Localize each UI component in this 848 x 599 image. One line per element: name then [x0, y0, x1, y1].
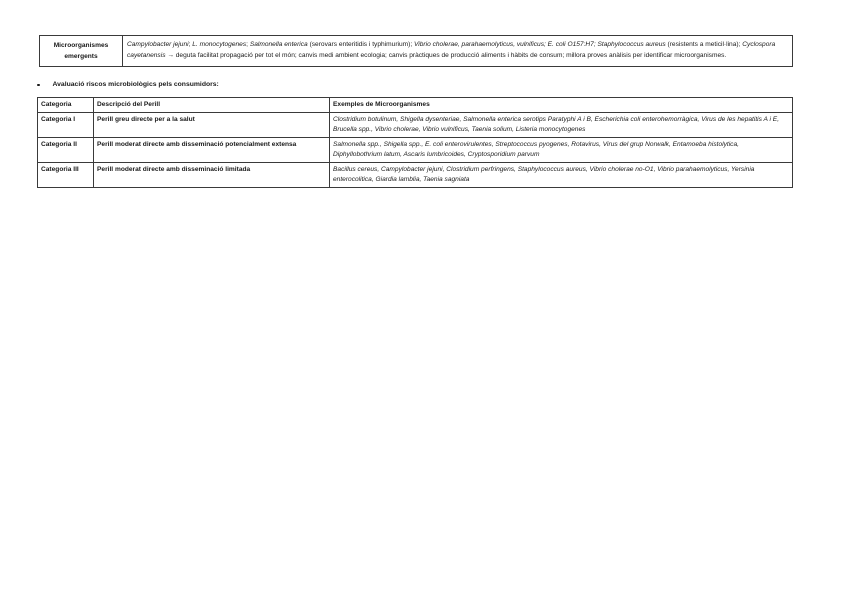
category-cell: Categoria I — [38, 113, 94, 138]
table-row — [40, 36, 793, 67]
examples-cell: Salmonella spp., Shigella spp., E. coli enterovirulentes, Streptococcus pyogenes, Rotavirus, Virus del grup Norwalk, Entamoeba histolytica, Diphyllobothrium latum, Ascaris lumbricoides, Cryptosporidium parvum — [330, 138, 793, 163]
text-segment: Vibrio cholerae, parahaemolyticus, vulnificus; E. coli O157:H7; Staphylococcus aureus — [414, 41, 666, 48]
text-segment: ; — [188, 41, 193, 48]
text-segment: (resistents a meticil·lina); — [665, 41, 743, 48]
examples-cell: Bacillus cereus, Campylobacter jejuni, Clostridium perfringens, Staphylococcus aureus, Vibrio cholerae no-O1, Vibrio parahaemolyticus, Yersinia enterocolitica, Giardia lamblia, Taenia sagniata — [330, 163, 793, 188]
text-segment: → deguta facilitat propagació per tot el món; canvis medi ambient ecologia; canvis pràctiques de producció aliments i hàbits de consum; millora proves anàlisis per identificar microorganismes. — [165, 52, 727, 59]
category-cell: Categoria III — [38, 163, 94, 188]
text-segment: ; — [246, 41, 250, 48]
text-segment: (serovars enteritidis i typhimurium); — [307, 41, 414, 48]
bullet-text: Avaluació riscos microbiològics pels consumidors: — [52, 81, 219, 88]
emerging-microorganisms-table — [39, 35, 793, 67]
description-cell: Perill moderat directe amb disseminació limitada — [94, 163, 330, 188]
text-segment: Cyclospora cayetanensis — [127, 41, 776, 59]
table-row — [38, 163, 793, 188]
emerging-label: Microorganismes emergents — [40, 36, 123, 67]
column-header-description: Descripció del Perill — [94, 98, 330, 113]
column-header-examples: Exemples de Microorganismes — [330, 98, 793, 113]
bullet-item — [37, 80, 219, 90]
category-cell: Categoria II — [38, 138, 94, 163]
examples-cell: Clostridium botulinum, Shigella dysenteriae, Salmonella enterica serotips Paratyphi A i B, Escherichia coli enterohemorràgica, Virus de les hepatitis A i E, Brucella spp., Vibrio cholerae, Vibrio vulnificus, Taenia solium, Listeria monocytogenes — [330, 113, 793, 138]
table-row — [38, 113, 793, 138]
emerging-description — [123, 36, 793, 67]
text-segment: Campylobacter jejuni — [127, 41, 189, 48]
text-segment: L. monocytogenes — [192, 41, 247, 48]
table-header-row — [38, 98, 793, 113]
table-row — [38, 138, 793, 163]
text-segment: Salmonella enterica — [249, 41, 308, 48]
description-cell: Perill moderat directe amb disseminació potencialment extensa — [94, 138, 330, 163]
risk-category-table — [37, 97, 793, 188]
bullet-dot-icon — [37, 84, 40, 87]
column-header-category: Categoria — [38, 98, 94, 113]
description-cell: Perill greu directe per a la salut — [94, 113, 330, 138]
